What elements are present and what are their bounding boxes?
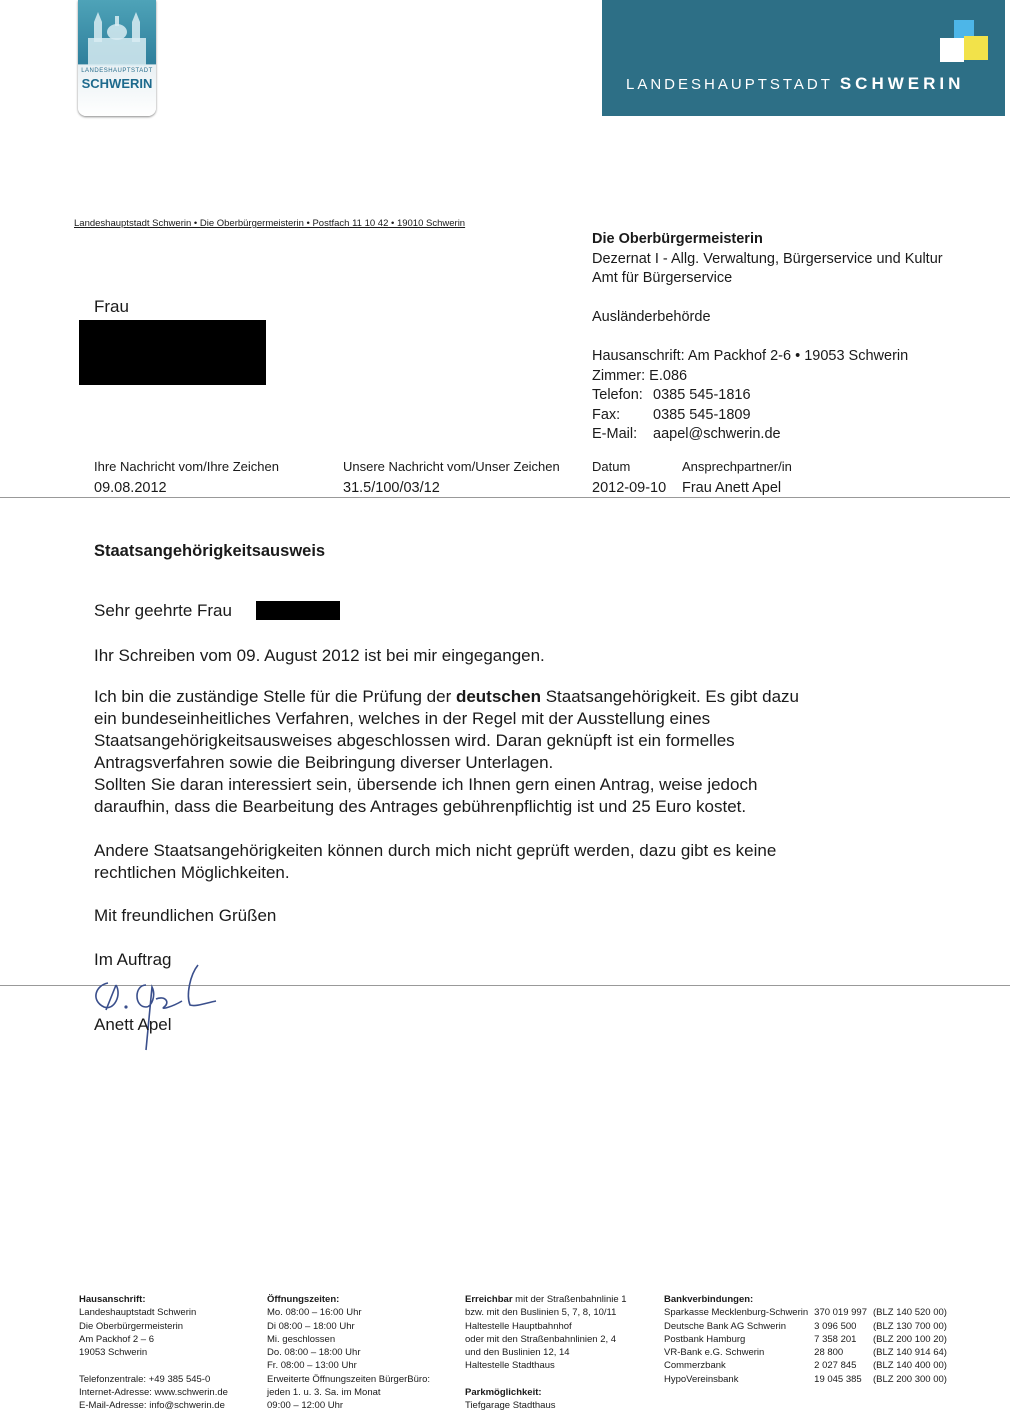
paragraph-3-line-2: rechtlichen Möglichkeiten. [94,863,290,882]
authority-address: Hausanschrift: Am Packhof 2-6 • 19053 Schwerin [592,348,909,364]
bank-row: HypoVereinsbank 19 045 385 (BLZ 200 300 00) [664,1373,947,1385]
footer-transit-column: Erreichbar mit der Straßenbahnlinie 1 bzw. mit den Buslinien 5, 7, 8, 10/11 Haltestelle Hauptbahnhof oder mit den Straßenbahnlinien 2, 4 und den Buslinien 12, 14 Haltestelle Stadthaus Parkmöglichkeit: Tiefgarage Stadthaus [465,1294,627,1412]
authority-fax: Fax: 0385 545-1809 [592,406,751,423]
authority-block [592,230,943,445]
footer-bank-column: Bankverbindungen: Sparkasse Mecklenburg-Schwerin 370 019 997 (BLZ 140 520 00) Deutsche Bank AG Schwerin 3 096 500 (BLZ 130 700 00) Postbank Hamburg 7 358 201 (BLZ 200 100 20) VR-Bank e.G. Schwerin 28 800 (BLZ 140 914 64) Commerzbank 2 027 845 (BLZ 140 400 00) HypoVereinsbank 19 045 385 (BLZ 200 300 00) [664,1293,953,1386]
footer-address-column: Hausanschrift: Landeshauptstadt Schwerin Die Oberbürgermeisterin Am Packhof 2 – 6 19053 Schwerin Telefonzentrale: +49 385 545-0 Internet-Adresse: www.schwerin.de E-Mail-Adresse: info@schwerin.de [79,1294,228,1412]
paragraph-2-line-1: Ich bin die zuständige Stelle für die Prüfung der deutschen Staatsangehörigkeit. Es gibt dazu [94,687,799,706]
authority-room: Zimmer: E.086 [592,367,688,384]
fold-line [0,497,1010,498]
paragraph-2-line-6: daraufhin, dass die Bearbeitung des Antrages gebührenpflichtig ist und 25 Euro kostet. [94,797,747,816]
city-logo [78,0,156,116]
your-reference-value: 09.08.2012 [94,480,167,496]
paragraph-3-line-1: Andere Staatsangehörigkeiten können durch mich nicht geprüft werden, dazu gibt es keine [94,841,777,860]
recipient-salutation: Frau [94,297,129,316]
sender-return-address: Landeshauptstadt Schwerin • Die Oberbürgermeisterin • Postfach 11 10 42 • 19010 Schwerin [74,218,466,229]
authority-title: Die Oberbürgermeisterin [592,231,763,247]
authority-office: Amt für Bürgerservice [592,270,733,286]
date-value: 2012-09-10 [592,480,667,496]
date-label: Datum [592,459,631,474]
signatory-name: Anett Apel [94,1015,172,1034]
authority-phone: Telefon: 0385 545-1816 [592,387,751,403]
authority-department: Dezernat I - Allg. Verwaltung, Bürgerservice und Kultur [592,250,943,267]
authority-email: E-Mail: aapel@schwerin.de [592,426,781,442]
your-reference-label: Ihre Nachricht vom/Ihre Zeichen [94,459,279,474]
banner-title: LANDESHAUPTSTADT SCHWERIN [626,74,965,93]
bank-row: Sparkasse Mecklenburg-Schwerin 370 019 997 (BLZ 140 520 00) [664,1307,947,1319]
contact-label: Ansprechpartner/in [682,459,792,474]
cathedral-icon [84,8,150,66]
bank-table [664,1306,953,1386]
paragraph-1: Ihr Schreiben vom 09. August 2012 ist bei mir eingegangen. [94,646,545,665]
logo-title: SCHWERIN [81,76,153,91]
paragraph-2-line-3: Staatsangehörigkeitsausweises abgeschlossen wird. Daran geknüpft ist ein formelles [94,731,735,750]
on-behalf: Im Auftrag [94,950,172,969]
header-banner [602,0,1005,116]
redacted-recipient-address [79,320,266,385]
redacted-recipient-name [256,601,340,620]
bank-row: Deutsche Bank AG Schwerin 3 096 500 (BLZ 130 700 00) [664,1320,947,1332]
paragraph-2-line-2: ein bundeseinheitliches Verfahren, welches in der Regel mit der Ausstellung eines [94,709,711,728]
handwritten-signature [86,955,226,1055]
authority-unit: Ausländerbehörde [592,309,711,325]
squares-icon [940,20,990,66]
closing: Mit freundlichen Grüßen [94,906,277,925]
paragraph-2-line-5: Sollten Sie daran interessiert sein, übersende ich Ihnen gern einen Antrag, weise jedoch [94,775,758,794]
bank-row: Commerzbank 2 027 845 (BLZ 140 400 00) [664,1360,947,1372]
footer-hours-column: Öffnungszeiten: Mo. 08:00 – 16:00 Uhr Di 08:00 – 18:00 Uhr Mi. geschlossen Do. 08:00 – 18:00 Uhr Fr. 08:00 – 13:00 Uhr Erweiterte Öffnungszeiten BürgerBüro: jeden 1. u. 3. Sa. im Monat 09:00 – 12:00 Uhr [267,1294,430,1412]
bank-row: VR-Bank e.G. Schwerin 28 800 (BLZ 140 914 64) [664,1347,947,1359]
contact-value: Frau Anett Apel [682,480,782,496]
paragraph-2-line-4: Antragsverfahren sowie die Beibringung diverser Unterlagen. [94,753,554,772]
bank-row: Postbank Hamburg 7 358 201 (BLZ 200 100 20) [664,1333,947,1345]
letter-subject: Staatsangehörigkeitsausweis [94,542,326,560]
logo-subtitle: LANDESHAUPTSTADT [81,68,153,74]
greeting: Sehr geehrte Frau [94,601,232,620]
our-reference-value: 31.5/100/03/12 [343,480,440,496]
our-reference-label: Unsere Nachricht vom/Unser Zeichen [343,459,560,474]
